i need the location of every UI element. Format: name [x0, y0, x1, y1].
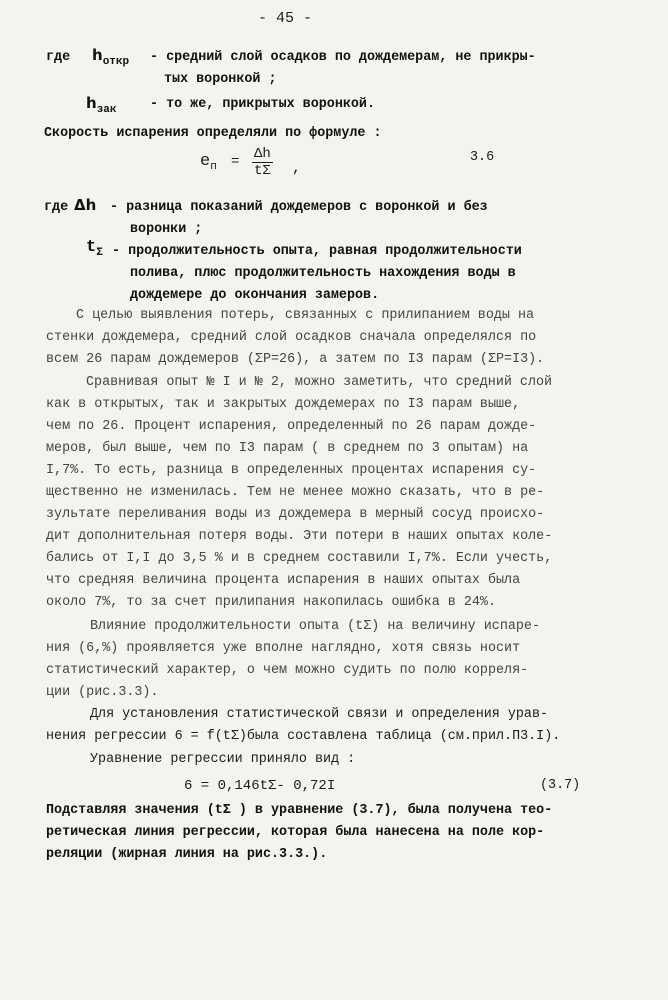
paragraph-1-line-1: С целью выявления потерь, связанных с прилипанием воды на	[76, 308, 535, 323]
paragraph-1-line-3: всем 26 парам дождемеров (ΣP=26), а затем по I3 парам (ΣP=I3).	[46, 352, 545, 367]
h-open-description-line2: тых воронкой ;	[164, 72, 277, 87]
page-number: - 45 -	[258, 10, 313, 27]
h-symbol-closed: h	[86, 94, 97, 112]
paragraph-3-line-3: статистический характер, о чем можно судить по полю корреля-	[46, 663, 529, 678]
t-symbol: t	[86, 238, 97, 257]
formula-numerator: Δh	[254, 146, 271, 162]
where-label-1: где	[46, 50, 71, 65]
paragraph-5: Уравнение регрессии приняло вид :	[90, 752, 356, 767]
paragraph-2-line-7: зультате переливания воды из дождемера в мерный сосуд происхо-	[46, 507, 545, 522]
h-symbol: h	[92, 46, 103, 64]
t-sigma-description-line3: дождемере до окончания замеров.	[130, 288, 380, 303]
formula-equals: =	[231, 154, 240, 170]
paragraph-2-line-5: I,7%. То есть, разница в определенных процентах испарения су-	[46, 463, 537, 478]
paragraph-4-line-2: нения регрессии 6 = f(tΣ)была составлена таблица (см.прил.П3.I).	[46, 729, 561, 744]
paragraph-2-line-3: чем по 26. Процент испарения, определенный по 26 парам дожде-	[46, 419, 537, 434]
formula-intro: Скорость испарения определяли по формуле :	[44, 126, 382, 141]
h-open-symbol	[92, 46, 129, 68]
where-label-2: где	[44, 200, 69, 215]
paragraph-2-line-11: около 7%, то за счет прилипания накопилась ошибка в 24%.	[46, 595, 496, 610]
t-sigma-description-line1: - продолжительность опыта, равная продолжительности	[112, 244, 522, 259]
formula-3-6-number: 3.6	[470, 150, 495, 165]
paragraph-2-line-4: меров, был выше, чем по I3 парам ( в среднем по 3 опытам) на	[46, 441, 529, 456]
paragraph-6-line-3: реляции (жирная линия на рис.3.3.).	[46, 847, 328, 862]
formula-3-6-lhs	[200, 152, 239, 173]
formula-lhs-subscript: п	[210, 161, 217, 173]
h-closed-description: - то же, прикрытых воронкой.	[150, 97, 375, 112]
formula-3-6-comma: ,	[292, 160, 302, 177]
paragraph-3-line-4: ции (рис.3.3).	[46, 685, 159, 700]
paragraph-3-line-2: ния (6,%) проявляется уже вполне наглядно, хотя связь носит	[46, 641, 521, 656]
formula-3-6-fraction	[252, 146, 273, 179]
paragraph-3-line-1: Влияние продолжительности опыта (tΣ) на величину испаре-	[90, 619, 540, 634]
paragraph-1-line-2: стенки дождемера, средний слой осадков сначала определялся по	[46, 330, 537, 345]
delta-h-symbol: Δh	[74, 196, 97, 214]
h-closed-symbol	[86, 94, 117, 116]
delta-h-description-line2: воронки ;	[130, 222, 203, 237]
formula-3-7-number: (3.7)	[540, 778, 581, 793]
h-closed-subscript: зак	[96, 104, 117, 116]
paragraph-4-line-1: Для установления статистической связи и определения урав-	[90, 707, 549, 722]
paragraph-2-line-9: бались от I,I до 3,5 % и в среднем составили I,7%. Если учесть,	[46, 551, 553, 566]
t-sigma-description-line2: полива, плюс продолжительность нахождения воды в	[130, 266, 516, 281]
delta-h-description-line1: - разница показаний дождемеров с воронкой и без	[110, 200, 488, 215]
h-open-description-line1: - средний слой осадков по дождемерам, не прикры-	[150, 50, 536, 65]
formula-3-7-equation: 6 = 0,146tΣ- 0,72I	[184, 778, 336, 794]
formula-lhs-symbol: e	[200, 152, 211, 171]
paragraph-6-line-1: Подставляя значения (tΣ ) в уравнение (3.7), была получена тео-	[46, 803, 553, 818]
paragraph-2-line-2: как в открытых, так и закрытых дождемерах по I3 парам выше,	[46, 397, 521, 412]
h-open-subscript: откр	[102, 56, 130, 68]
paragraph-2-line-8: дит дополнительная потеря воды. Эти потери в наших опытах коле-	[46, 529, 553, 544]
t-sigma-symbol	[86, 238, 103, 259]
formula-denominator: tΣ	[254, 163, 271, 179]
paragraph-2-line-1: Сравнивая опыт № I и № 2, можно заметить, что средний слой	[86, 375, 553, 390]
paragraph-2-line-6: щественно не изменилась. Тем не менее можно сказать, что в ре-	[46, 485, 545, 500]
t-subscript: Σ	[96, 247, 103, 259]
paragraph-2-line-10: что средняя величина процента испарения в наших опытах была	[46, 573, 521, 588]
paragraph-6-line-2: ретическая линия регрессии, которая была нанесена на поле кор-	[46, 825, 545, 840]
